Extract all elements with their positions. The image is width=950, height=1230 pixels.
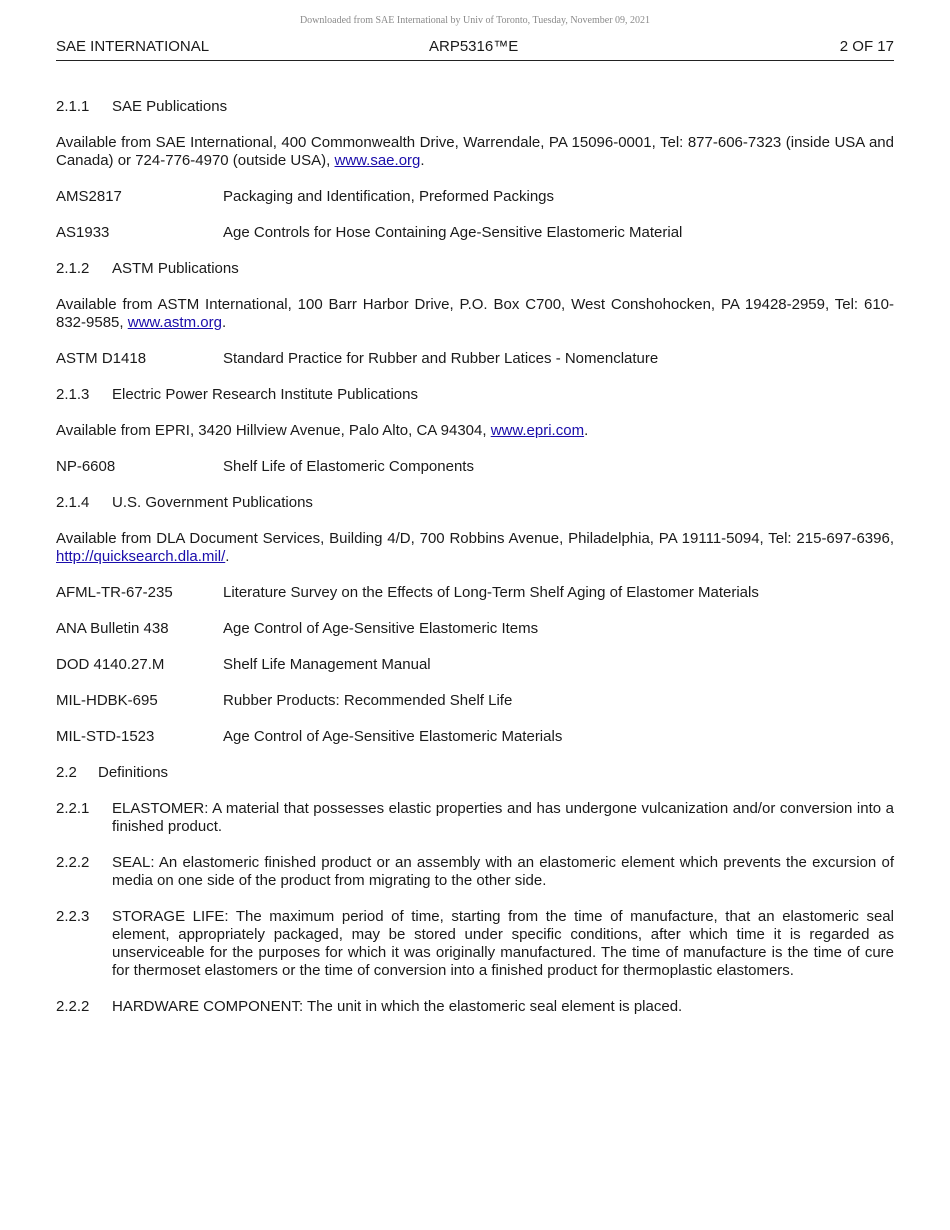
- availability-text: Available from ASTM International, 100 Barr Harbor Drive, P.O. Box C700, West Conshohocken, PA 19428-2959, Tel: 610-832-9585,: [56, 296, 894, 331]
- document-body: [56, 98, 894, 1034]
- reference-row: [56, 584, 894, 602]
- section-title: U.S. Government Publications: [112, 494, 313, 511]
- reference-code: AMS2817: [56, 188, 122, 205]
- reference-code: AFML-TR-67-235: [56, 584, 173, 601]
- section-title: Electric Power Research Institute Publications: [112, 386, 418, 403]
- period: .: [420, 152, 425, 169]
- availability-paragraph: [56, 422, 894, 440]
- reference-code: ANA Bulletin 438: [56, 620, 169, 637]
- section-title: SAE Publications: [112, 98, 228, 115]
- section-number: 2.1.2: [56, 260, 90, 277]
- definition-text: STORAGE LIFE: The maximum period of time, starting from the time of manufacture, that an elastomeric seal element, appropriately packaged, may be stored under specific conditions, after which time it is regarded as unserviceable for the purposes for which it was originally manufactured. The time of manufacture is the time of cure for thermoset elastomers or the time of conversion into a finished product for thermoplastic elastomers.: [112, 908, 894, 979]
- definition-number: 2.2.2: [56, 854, 90, 871]
- reference-row: [56, 350, 894, 368]
- section-heading-2-1-1: [56, 98, 894, 116]
- section-heading-2-1-3: [56, 386, 894, 404]
- reference-code: AS1933: [56, 224, 110, 241]
- definition-item: [56, 908, 894, 980]
- definition-number: 2.2.1: [56, 800, 90, 817]
- period: .: [221, 314, 227, 331]
- definition-item: [56, 854, 894, 890]
- reference-row: [56, 620, 894, 638]
- reference-title: Age Control of Age-Sensitive Elastomeric Items: [223, 620, 539, 637]
- reference-row: [56, 458, 894, 476]
- header-document-number: ARP5316™E: [429, 38, 519, 55]
- section-heading-2-2: [56, 764, 894, 782]
- reference-title: Shelf Life Management Manual: [223, 656, 431, 673]
- section-number: 2.1.4: [56, 494, 90, 511]
- reference-title: Age Controls for Hose Containing Age-Sensitive Elastomeric Material: [223, 224, 683, 241]
- section-number: 2.2: [56, 764, 77, 781]
- reference-title: Age Control of Age-Sensitive Elastomeric Materials: [223, 728, 563, 745]
- section-heading-2-1-4: [56, 494, 894, 512]
- reference-row: [56, 224, 894, 242]
- definition-text: ELASTOMER: A material that possesses elastic properties and has undergone vulcanization and/or conversion into a finished product.: [112, 800, 894, 835]
- sae-website-link[interactable]: www.sae.org: [334, 152, 421, 169]
- dla-website-link[interactable]: http://quicksearch.dla.mil/: [56, 548, 226, 565]
- reference-title: Literature Survey on the Effects of Long-Term Shelf Aging of Elastomer Materials: [223, 584, 759, 601]
- availability-paragraph: [56, 530, 894, 566]
- availability-text: Available from EPRI, 3420 Hillview Avenue, Palo Alto, CA 94304,: [56, 422, 491, 439]
- definition-number: 2.2.2: [56, 998, 90, 1015]
- reference-code: NP-6608: [56, 458, 116, 475]
- reference-title: Shelf Life of Elastomeric Components: [223, 458, 474, 475]
- astm-website-link[interactable]: www.astm.org: [127, 314, 222, 331]
- epri-website-link[interactable]: www.epri.com: [490, 422, 585, 439]
- definition-text: SEAL: An elastomeric finished product or an assembly with an elastomeric element which prevents the excursion of media on one side of the product from migrating to the other side.: [112, 854, 894, 889]
- definition-number: 2.2.3: [56, 908, 90, 925]
- definition-item: [56, 800, 894, 836]
- reference-code: ASTM D1418: [56, 350, 147, 367]
- period: .: [225, 548, 230, 565]
- section-number: 2.1.1: [56, 98, 90, 115]
- download-watermark: Downloaded from SAE International by Univ of Toronto, Tuesday, November 09, 2021: [299, 15, 651, 26]
- reference-row: [56, 656, 894, 674]
- availability-paragraph: [56, 134, 894, 170]
- section-title: ASTM Publications: [112, 260, 239, 277]
- period: .: [584, 422, 589, 439]
- reference-row: [56, 728, 894, 746]
- definition-text: HARDWARE COMPONENT: The unit in which the elastomeric seal element is placed.: [112, 998, 683, 1015]
- header-page-number: 2 OF 17: [839, 38, 894, 55]
- reference-code: MIL-HDBK-695: [56, 692, 158, 709]
- reference-title: Standard Practice for Rubber and Rubber Latices - Nomenclature: [223, 350, 659, 367]
- section-heading-2-1-2: [56, 260, 894, 278]
- reference-row: [56, 692, 894, 710]
- page-header: [56, 38, 894, 61]
- section-title: Definitions: [98, 764, 169, 781]
- header-organization: SAE INTERNATIONAL: [56, 38, 210, 55]
- availability-paragraph: [56, 296, 894, 332]
- availability-text: Available from DLA Document Services, Building 4/D, 700 Robbins Avenue, Philadelphia, PA 19111-5094, Tel: 215-697-6396,: [56, 530, 894, 547]
- reference-row: [56, 188, 894, 206]
- reference-title: Rubber Products: Recommended Shelf Life: [223, 692, 513, 709]
- reference-title: Packaging and Identification, Preformed Packings: [223, 188, 555, 205]
- definition-item: [56, 998, 894, 1016]
- availability-text: Available from SAE International, 400 Commonwealth Drive, Warrendale, PA 15096-0001, Tel: 877-606-7323 (inside USA and Canada) or 724-776-4970 (outside USA),: [56, 134, 894, 169]
- reference-code: MIL-STD-1523: [56, 728, 155, 745]
- reference-code: DOD 4140.27.M: [56, 656, 165, 673]
- section-number: 2.1.3: [56, 386, 90, 403]
